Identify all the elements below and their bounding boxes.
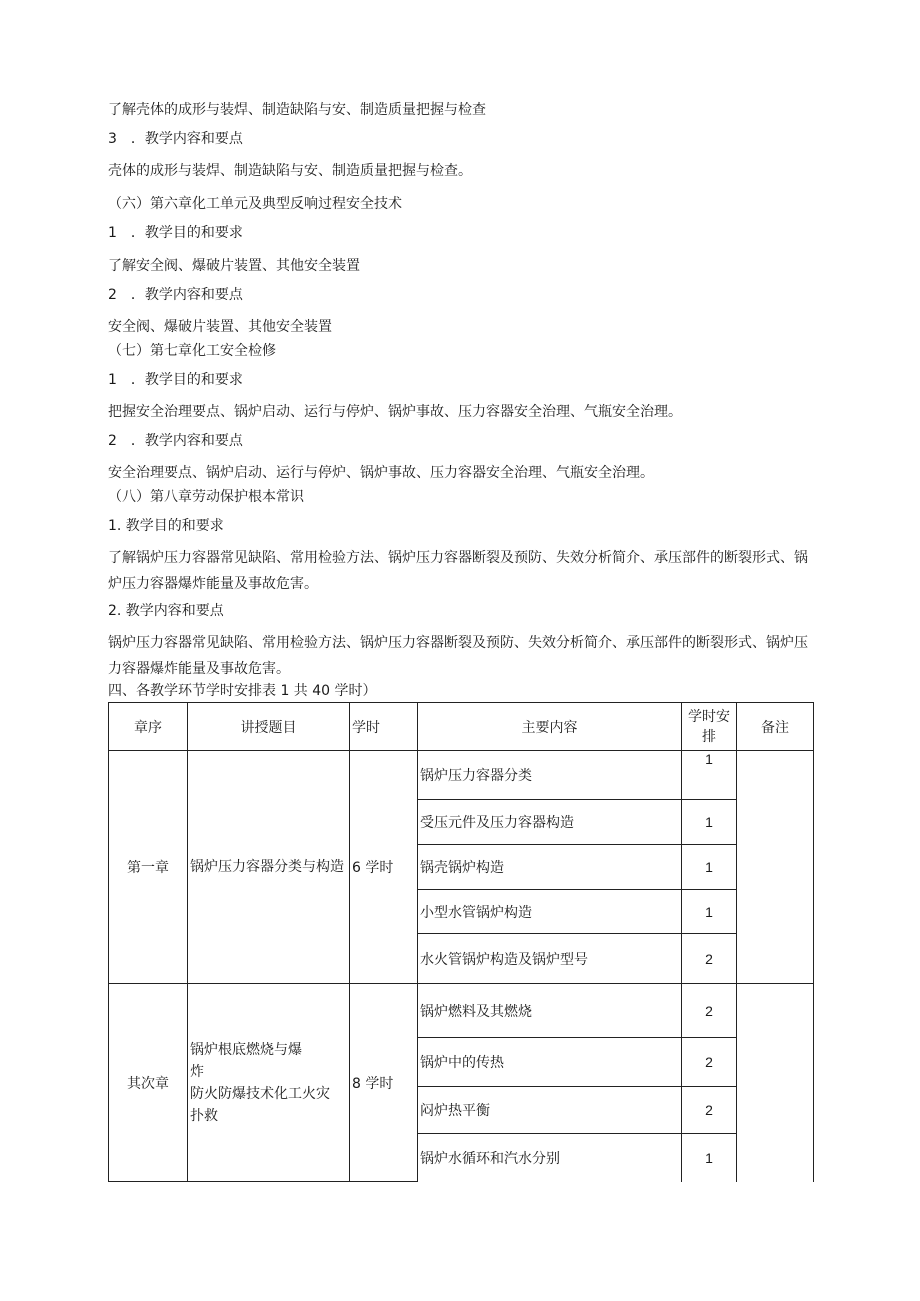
section-heading: 3 ．教学内容和要点 (108, 131, 243, 147)
allocation-cell: 1 (682, 890, 737, 934)
table-header-row (109, 703, 814, 751)
paragraph: 安全阀、爆破片装置、其他安全装置 (108, 319, 332, 335)
content-cell: 锅壳锅炉构造 (418, 845, 682, 890)
content-cell: 小型水管锅炉构造 (418, 890, 682, 934)
section-heading: 1 ．教学目的和要求 (108, 372, 243, 388)
header-notes: 备注 (737, 703, 814, 751)
allocation-cell: 2 (682, 934, 737, 984)
content-cell: 锅炉中的传热 (418, 1038, 682, 1087)
hours-cell: 6 学时 (350, 751, 418, 984)
allocation-cell: 2 (682, 1087, 737, 1134)
section-heading: 1 ．教学目的和要求 (108, 225, 243, 241)
header-chapter: 章序 (109, 703, 188, 751)
content-cell: 水火管锅炉构造及锅炉型号 (418, 934, 682, 984)
hours-cell: 8 学时 (350, 984, 418, 1182)
topic-line: 炸 (190, 1063, 204, 1080)
allocation-cell: 2 (682, 984, 737, 1038)
content-cell: 闷炉热平衡 (418, 1087, 682, 1134)
section-heading: 2 ．教学内容和要点 (108, 433, 243, 449)
topic-cell: 锅炉压力容器分类与构造 (188, 751, 350, 984)
topic-line: 扑救 (190, 1107, 218, 1124)
paragraph: 锅炉压力容器常见缺陷、常用检验方法、锅炉压力容器断裂及预防、失效分析简介、承压部件的断裂形式、锅炉压力容器爆炸能量及事故危害。 (108, 635, 808, 677)
content-cell: 锅炉水循环和汽水分别 (418, 1134, 682, 1182)
content-cell: 锅炉压力容器分类 (418, 751, 682, 800)
chapter-cell: 其次章 (109, 984, 188, 1182)
section-heading: 1. 教学目的和要求 (108, 518, 224, 534)
header-topic: 讲授题目 (188, 703, 350, 751)
header-hours: 学时 (350, 703, 418, 751)
allocation-cell: 1 (682, 1134, 737, 1182)
table-row (109, 984, 814, 1038)
content-cell: 锅炉燃料及其燃烧 (418, 984, 682, 1038)
paragraph: 安全治理要点、锅炉启动、运行与停炉、锅炉事故、压力容器安全治理、气瓶安全治理。 (108, 465, 654, 481)
notes-cell (737, 751, 814, 984)
table-caption: 四、各教学环节学时安排表 1 共 40 学时） (108, 683, 377, 699)
allocation-cell: 2 (682, 1038, 737, 1087)
paragraph: 壳体的成形与装焊、制造缺陷与安、制造质量把握与检查。 (108, 163, 472, 179)
header-hour-allocation: 学时安排 (682, 703, 737, 751)
chapter-heading: （八）第八章劳动保护根本常识 (108, 489, 304, 505)
topic-cell (188, 984, 350, 1182)
allocation-cell: 1 (682, 845, 737, 890)
paragraph: 了解壳体的成形与装焊、制造缺陷与安、制造质量把握与检查 (108, 102, 486, 118)
paragraph: 了解锅炉压力容器常见缺陷、常用检验方法、锅炉压力容器断裂及预防、失效分析简介、承压部件的断裂形式、锅炉压力容器爆炸能量及事故危害。 (108, 550, 808, 592)
notes-cell (737, 984, 814, 1182)
chapter-heading: （七）第七章化工安全检修 (108, 343, 276, 359)
chapter-heading: （六）第六章化工单元及典型反响过程安全技术 (108, 196, 402, 212)
section-heading: 2. 教学内容和要点 (108, 603, 224, 619)
allocation-cell: 1 (682, 751, 737, 800)
chapter-cell: 第一章 (109, 751, 188, 984)
topic-line: 锅炉根底燃烧与爆 (190, 1041, 302, 1058)
content-cell: 受压元件及压力容器构造 (418, 800, 682, 845)
paragraph: 了解安全阀、爆破片装置、其他安全装置 (108, 258, 360, 274)
header-content: 主要内容 (418, 703, 682, 751)
topic-line: 防火防爆技术化工火灾 (190, 1085, 330, 1102)
paragraph: 把握安全治理要点、锅炉启动、运行与停炉、锅炉事故、压力容器安全治理、气瓶安全治理。 (108, 404, 682, 420)
allocation-cell: 1 (682, 800, 737, 845)
schedule-table (108, 702, 814, 1182)
section-heading: 2 ．教学内容和要点 (108, 287, 243, 303)
table-row (109, 751, 814, 800)
